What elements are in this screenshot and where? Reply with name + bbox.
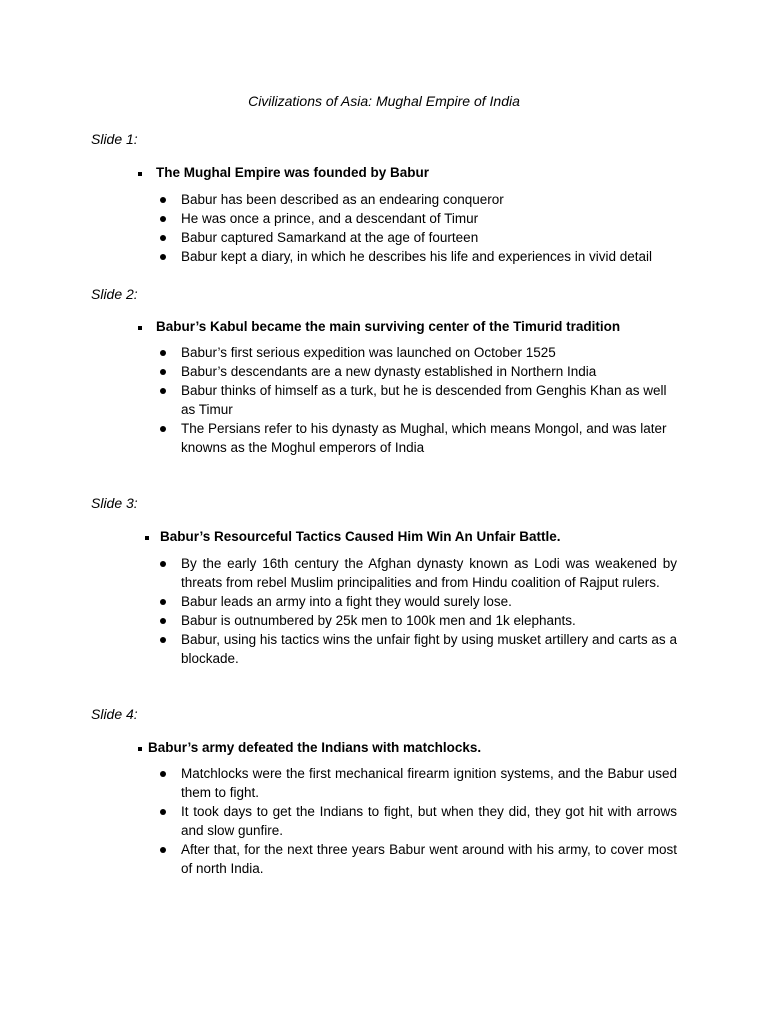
slide-1-heading-text: The Mughal Empire was founded by Babur xyxy=(156,165,430,180)
list-item: Babur leads an army into a fight they would surely lose. xyxy=(160,592,677,611)
slide-3-heading xyxy=(145,529,560,544)
list-item: By the early 16th century the Afghan dynasty known as Lodi was weakened by threats from rebel Muslim principalities and from Hindu coalition of Rajput rulers. xyxy=(160,554,677,592)
slide-2-bullets xyxy=(160,343,677,457)
slide-3-heading-text: Babur’s Resourceful Tactics Caused Him Win An Unfair Battle. xyxy=(160,529,561,544)
list-item: After that, for the next three years Babur went around with his army, to cover most of north India. xyxy=(160,840,677,878)
slide-1-label: Slide 1: xyxy=(91,131,138,147)
square-bullet-icon xyxy=(145,536,149,540)
list-item: Babur captured Samarkand at the age of fourteen xyxy=(160,228,677,247)
list-item: Babur is outnumbered by 25k men to 100k men and 1k elephants. xyxy=(160,611,677,630)
square-bullet-icon xyxy=(138,326,142,330)
list-item: Babur’s descendants are a new dynasty established in Northern India xyxy=(160,362,677,381)
slide-3-bullets xyxy=(160,554,677,668)
slide-4-heading-text: Babur’s army defeated the Indians with matchlocks. xyxy=(148,740,482,755)
square-bullet-icon xyxy=(138,172,142,176)
slide-2-heading-text: Babur’s Kabul became the main surviving center of the Timurid tradition xyxy=(156,319,621,334)
slide-2-label: Slide 2: xyxy=(91,286,138,302)
list-item: Babur has been described as an endearing conqueror xyxy=(160,190,677,209)
square-bullet-icon xyxy=(138,747,142,751)
slide-2-heading xyxy=(138,319,620,334)
list-item: It took days to get the Indians to fight, but when they did, they got hit with arrows and slow gunfire. xyxy=(160,802,677,840)
list-item: The Persians refer to his dynasty as Mughal, which means Mongol, and was later knowns as the Moghul emperors of India xyxy=(160,419,677,457)
list-item: Matchlocks were the first mechanical firearm ignition systems, and the Babur used them to fight. xyxy=(160,764,677,802)
slide-1-heading xyxy=(138,165,429,180)
list-item: Babur kept a diary, in which he describes his life and experiences in vivid detail xyxy=(160,247,677,266)
slide-4-heading xyxy=(138,740,481,755)
slide-4-label: Slide 4: xyxy=(91,706,138,722)
slide-4-bullets xyxy=(160,764,677,878)
slide-1-bullets xyxy=(160,190,677,266)
list-item: Babur thinks of himself as a turk, but he is descended from Genghis Khan as well as Timur xyxy=(160,381,677,419)
list-item: Babur, using his tactics wins the unfair fight by using musket artillery and carts as a blockade. xyxy=(160,630,677,668)
slide-3-label: Slide 3: xyxy=(91,495,138,511)
document-title: Civilizations of Asia: Mughal Empire of India xyxy=(248,93,520,109)
list-item: He was once a prince, and a descendant of Timur xyxy=(160,209,677,228)
list-item: Babur’s first serious expedition was launched on October 1525 xyxy=(160,343,677,362)
